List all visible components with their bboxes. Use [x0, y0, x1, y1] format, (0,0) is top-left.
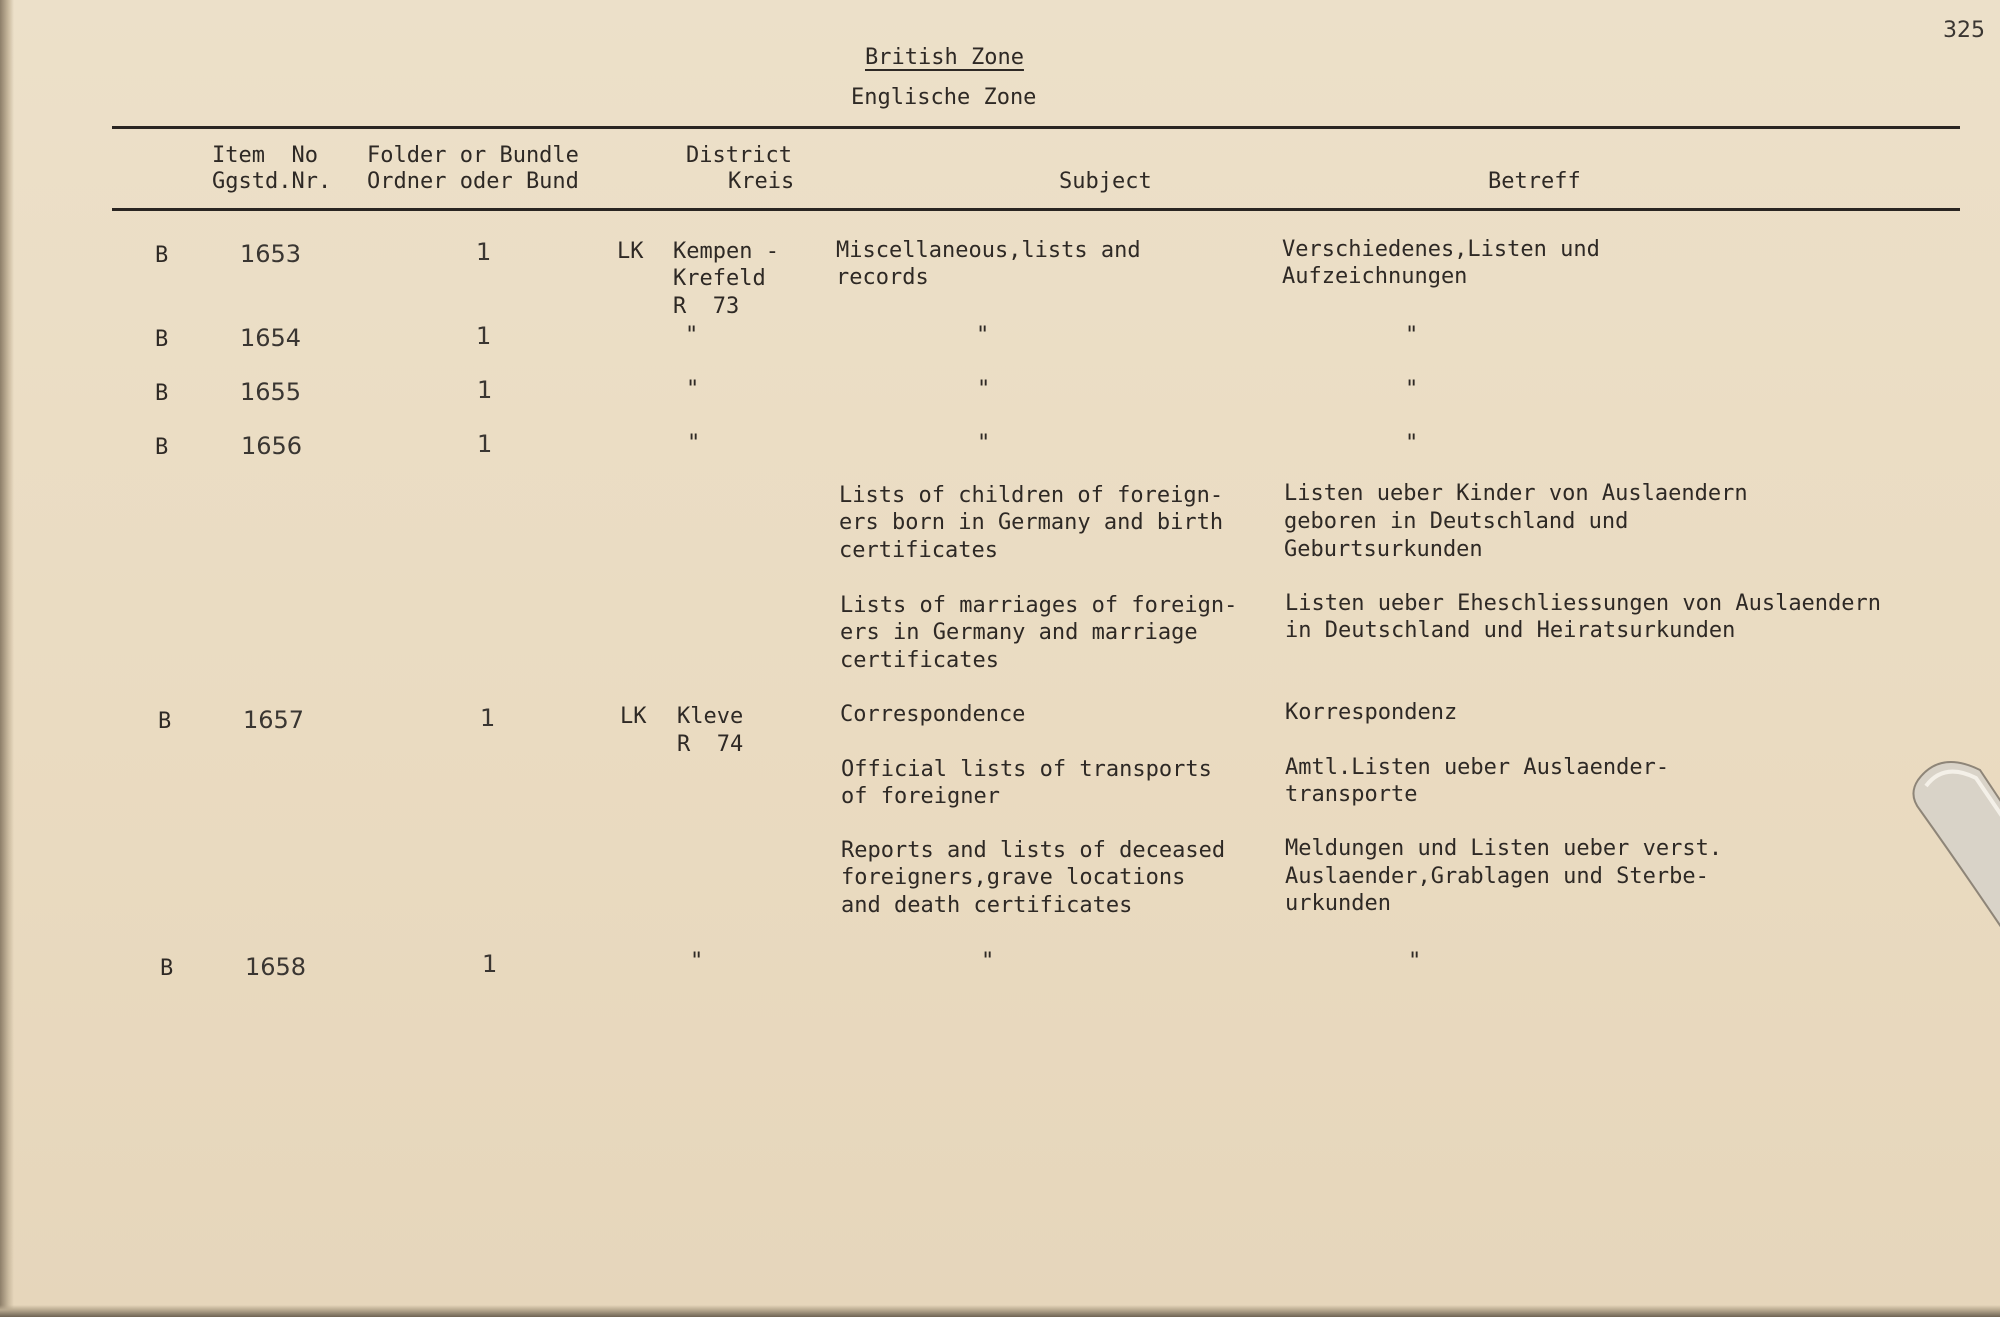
row-letter: B	[155, 435, 169, 460]
district-code: R 73	[673, 294, 740, 319]
subject-text: Reports and lists of deceased	[841, 838, 1226, 863]
district-ditto: "	[686, 377, 700, 402]
subject-text: foreigners,grave locations	[841, 865, 1186, 890]
betreff-text: Amtl.Listen ueber Auslaender-	[1285, 755, 1670, 780]
subject-text: of foreigner	[841, 784, 1000, 809]
page-subtitle: Englische Zone	[851, 85, 1037, 110]
folder-count: 1	[482, 950, 498, 978]
item-number: 1654	[240, 324, 302, 352]
column-header-betreff: Betreff	[1488, 169, 1581, 194]
betreff-text: Meldungen und Listen ueber verst.	[1285, 836, 1723, 861]
district-ditto: "	[690, 949, 704, 974]
folder-count: 1	[477, 430, 493, 458]
subject-text: Lists of marriages of foreign-	[840, 593, 1238, 618]
betreff-text: urkunden	[1285, 891, 1391, 916]
district-ditto: "	[687, 431, 701, 456]
subject-text: Miscellaneous,lists and	[836, 238, 1141, 263]
subject-ditto: "	[977, 377, 991, 402]
subject-text: ers in Germany and marriage	[840, 620, 1198, 645]
district-ditto: "	[685, 323, 699, 348]
subject-text: records	[836, 265, 929, 290]
district-name: Kempen -	[673, 239, 779, 264]
betreff-text: Listen ueber Kinder von Auslaendern	[1284, 481, 1748, 506]
betreff-text: Verschiedenes,Listen und	[1282, 237, 1600, 262]
document-page: 325 British Zone Englische Zone Item No Ggstd.Nr. Folder or Bundle Ordner oder Bund District Kreis Subject Betreff B 1653 1 LK Kempen - Krefeld R 73 Miscellaneous,lists and records Verschiedenes,Listen und Aufzeichnungen B 1654 1 " " " B 1655 1 " " " B 1656 1 " " " Lists of children of foreign- ers born in Germany and birth certificates Listen ueber Kinder von Auslaendern geboren in Deutschland und Geburtsurkunden Lists of marriages of foreign- ers in Germany and marriage certificates Listen ueber Eheschliessungen von Auslaendern in Deutschland und Heiratsurkunden B 1657 1 LK Kleve R 74 Correspondence Korrespondenz Official lists of transports of foreigner Amtl.Listen ueber Auslaender- transporte Reports and lists of deceased foreigners,grave locations and death certificates Meldungen und Listen ueber verst. Auslaender,Grablagen und Sterbe- urkunden B 1658 1 " " "	[0, 0, 2000, 1317]
betreff-ditto: "	[1405, 431, 1419, 456]
header-top-rule	[112, 126, 1960, 129]
subject-text: Official lists of transports	[841, 757, 1212, 782]
item-number: 1657	[243, 706, 305, 734]
betreff-text: geboren in Deutschland und	[1284, 509, 1629, 534]
subject-ditto: "	[977, 431, 991, 456]
folder-count: 1	[476, 238, 492, 266]
subject-text: ers born in Germany and birth	[839, 510, 1224, 535]
district-prefix: LK	[620, 704, 647, 729]
subject-ditto: "	[976, 323, 990, 348]
item-number: 1655	[240, 378, 302, 406]
subject-text: certificates	[840, 648, 999, 673]
row-letter: B	[160, 956, 174, 981]
betreff-ditto: "	[1408, 949, 1422, 974]
page-title: British Zone	[865, 45, 1024, 70]
betreff-text: Geburtsurkunden	[1284, 537, 1483, 562]
item-number: 1656	[241, 432, 303, 460]
betreff-ditto: "	[1405, 377, 1419, 402]
row-letter: B	[155, 243, 169, 268]
header-bottom-rule	[112, 208, 1960, 211]
column-header-subject: Subject	[1059, 169, 1152, 194]
row-letter: B	[158, 709, 172, 734]
page-number: 325	[1943, 18, 1985, 43]
subject-text: certificates	[839, 538, 998, 563]
paper-clip-icon	[1900, 740, 2000, 970]
betreff-text: Auslaender,Grablagen und Sterbe-	[1285, 864, 1709, 889]
folder-count: 1	[480, 704, 496, 732]
row-letter: B	[155, 327, 169, 352]
betreff-ditto: "	[1405, 323, 1419, 348]
folder-count: 1	[477, 376, 493, 404]
betreff-text: Aufzeichnungen	[1282, 264, 1468, 289]
district-name: Kleve	[677, 704, 744, 729]
district-name: Krefeld	[673, 266, 766, 291]
district-prefix: LK	[617, 239, 644, 264]
betreff-text: Korrespondenz	[1285, 700, 1458, 725]
betreff-text: Listen ueber Eheschliessungen von Auslaendern	[1285, 591, 1882, 616]
subject-ditto: "	[981, 949, 995, 974]
item-number: 1653	[240, 240, 302, 268]
subject-text: and death certificates	[841, 893, 1133, 918]
item-number: 1658	[245, 953, 307, 981]
betreff-text: in Deutschland und Heiratsurkunden	[1285, 618, 1736, 643]
subject-text: Correspondence	[840, 702, 1026, 727]
district-code: R 74	[677, 732, 744, 757]
row-letter: B	[155, 381, 169, 406]
subject-text: Lists of children of foreign-	[839, 483, 1224, 508]
betreff-text: transporte	[1285, 782, 1418, 807]
folder-count: 1	[476, 322, 492, 350]
